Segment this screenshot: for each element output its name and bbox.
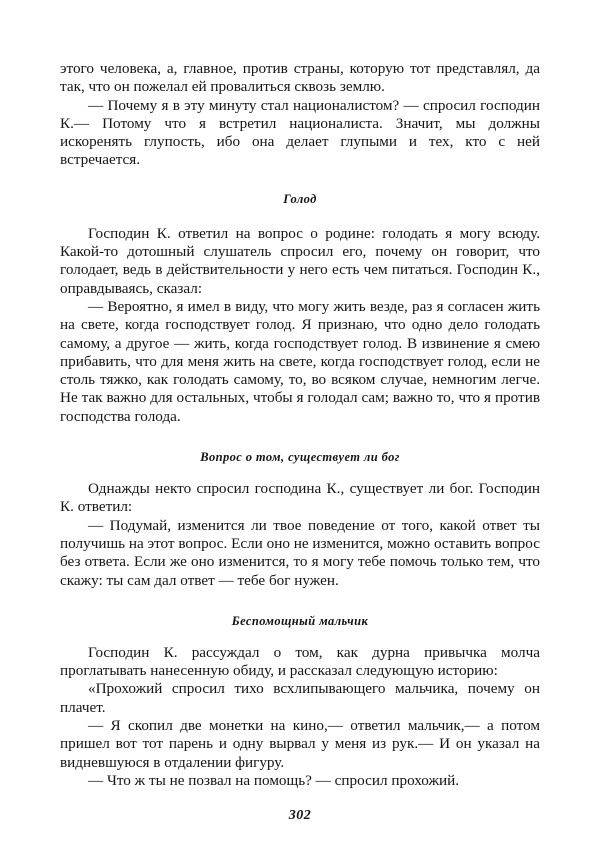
paragraph: — Подумай, изменится ли твое поведение от того, какой ответ ты получишь на этот вопрос. Если оно не изменится, можно оставить вопрос без ответа. Если же оно изменится, то я могу тебе помочь только тем, что скажу: ты сам дал ответ — тебе бог нужен. — [60, 516, 540, 589]
section-continuation — [60, 60, 540, 170]
section-vopros — [60, 480, 540, 590]
page-number: 302 — [288, 808, 312, 823]
paragraph: — Вероятно, я имел в виду, что могу жить везде, раз я согласен жить на свете, когда господствует голод. Я признаю, что одно дело голодать самому, а другое — жить, когда господствует голод. В извинение я смею прибавить, что для меня жить на свете, когда господствует голод, если не столь тяжко, как голодать самому, то, во всяком случае, немногим легче. Не так важно для остальных, чтобы я голодал сам; важно то, что я против господства голода. — [60, 297, 540, 425]
paragraph: «Прохожий спросил тихо всхлипывающего мальчика, почему он плачет. — [60, 680, 540, 716]
paragraph: Однажды некто спросил господина К., существует ли бог. Господин К. ответил: — [60, 480, 540, 516]
section-title-vopros: Вопрос о том, существует ли бог — [200, 450, 400, 465]
paragraph: Господин К. ответил на вопрос о родине: голодать я могу всюду. Какой-то дотошный слушатель спросил его, почему он говорит, что голодает, ведь в действительности у него есть чем питаться. Господин К., оправдываясь, сказал: — [60, 224, 540, 297]
paragraph: Господин К. рассуждал о том, как дурна привычка молча проглатывать нанесенную обиду, и рассказал следующую историю: — [60, 643, 540, 680]
section-title-golod: Голод — [283, 191, 317, 206]
section-golod — [60, 225, 540, 426]
paragraph: этого человека, а, главное, против страны, которую тот представлял, да так, что он пожелал ей провалиться сквозь землю. — [60, 60, 540, 96]
book-page — [60, 60, 540, 790]
paragraph: — Что ж ты не позвал на помощь? — спросил прохожий. — [88, 771, 460, 789]
section-malchik — [60, 644, 540, 790]
paragraph: — Почему я в эту минуту стал националистом? — спросил господин К.— Потому что я встретил националиста. Значит, мы должны искоренять глупость, ибо она делает глупыми и тех, кто с ней встречается. — [60, 96, 540, 169]
paragraph: — Я скопил две монетки на кино,— ответил мальчик,— а потом пришел вот тот парень и одну вырвал у меня из рук.— И он указал на видневшуюся в отдалении фигуру. — [60, 717, 540, 771]
section-title-malchik: Беспомощный мальчик — [231, 613, 369, 628]
